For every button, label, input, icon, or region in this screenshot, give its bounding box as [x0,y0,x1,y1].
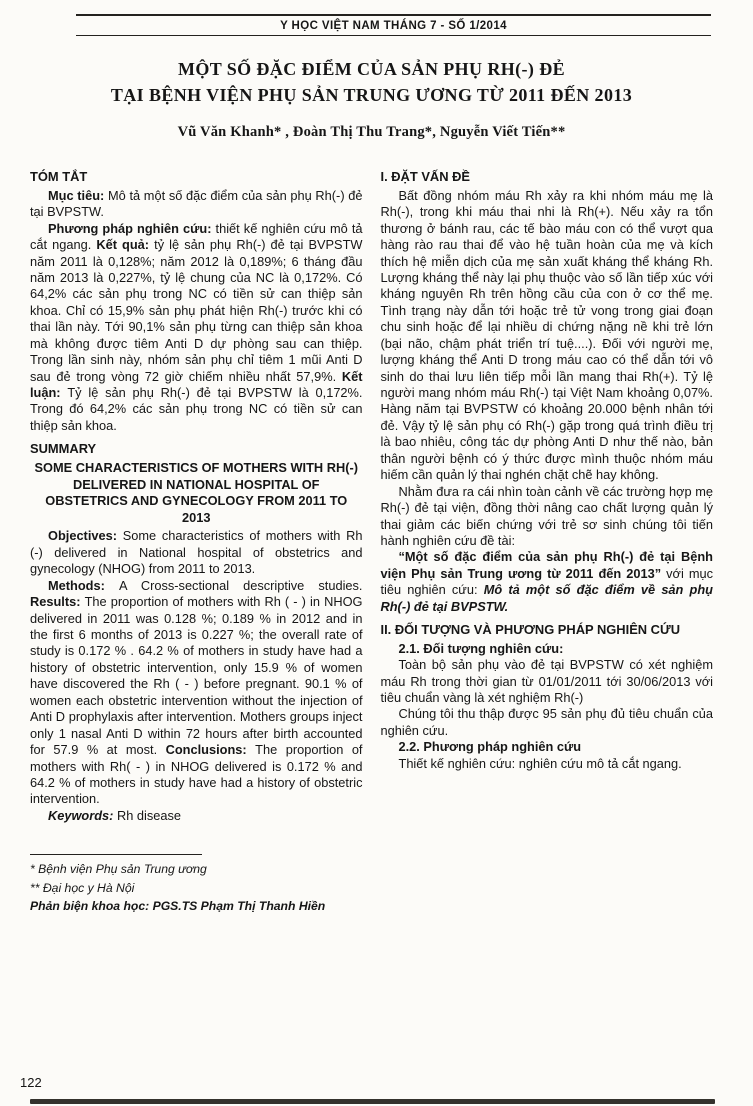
intro-paragraph [381,484,714,550]
authors-line: Vũ Văn Khanh* , Đoàn Thị Thu Trang*, Nguyễn Viết Tiến** [177,124,566,141]
text-run: tỷ lệ sản phụ Rh(-) đẻ tại BVPSTW năm 2011 là 0,128%; năm 2012 là 0,189%; 6 tháng đầu năm 2013 là 0,227%, tỷ lệ chung của NC là 0,172%. Có 64,2% các sản phụ trong NC có tiền sử can thiệp sản khoa. Chỉ có 15,9% sản phụ phát hiện Rh(-) trước khi có thai lần này. Tới 90,1% sản phụ từng can thiệp sản khoa mà không được tiêm Anti D dự phòng sau can thiệp. Trong lần sinh này, nhóm sản phụ chỉ tiêm 1 mũi Anti D sau đẻ trong vòng 72 giờ chiếm nhiều nhất 57,9%. [30,237,363,384]
article-title [30,56,713,108]
page-number: 122 [20,1075,42,1090]
footnote-affiliation-1 [30,860,363,878]
right-column [381,167,714,915]
text-run: Rh disease [116,807,182,823]
scientific-reviewer-line [30,897,363,915]
intro-paragraph [381,188,714,484]
footnotes [30,854,363,915]
text-run: Mô tả một số đặc điểm về sản phụ Rh(-) đẻ tại BVPSTW. [380,582,713,614]
text-run: Phương pháp nghiên cứu: [48,220,216,236]
text-run: 2.1. Đối tượng nghiên cứu: [398,640,564,656]
two-column-body [30,167,713,915]
intro-study-title-paragraph [381,549,714,615]
abstract-vi-paragraph [30,188,363,221]
abstract-vi-paragraph [30,221,363,435]
footnote-affiliation-2 [30,879,363,897]
left-column [30,167,363,915]
text-run: Mục tiêu: [48,187,108,203]
text-run: 2.2. Phương pháp nghiên cứu [398,739,582,755]
text-run: Methods: [48,577,119,593]
summary-title: SOME CHARACTERISTICS OF MOTHERS WITH RH(-) DELIVERED IN NATIONAL HOSPITAL OF OBSTETRICS AND GYNECOLOGY FROM 2011 TO 2013 [34,459,358,525]
summary-paragraph [30,578,363,808]
text-run: ** Đại học y Hà Nội [30,880,135,895]
text-run: The proportion of mothers with Rh( - ) in NHOG delivered is 0.172 % and 64.2 % of mothers in study have had a history of obstetric intervention. [30,742,363,807]
text-run: “Một số đặc điểm của sản phụ Rh(-) đẻ tại Bệnh viện Phụ sản Trung ương từ 2011 đến 2013” [380,549,713,581]
text-run: với mục tiêu nghiên cứu: [380,565,714,598]
text-run: Thiết kế nghiên cứu: nghiên cứu mô tả cắt ngang. [398,755,682,771]
text-run: Chúng tôi thu thập được 95 sản phụ đủ tiêu chuẩn của nghiên cứu. [380,706,713,738]
abstract-vi-heading: TÓM TẮT [30,169,88,185]
journal-name: Y HỌC VIỆT NAM THÁNG 7 - SỐ 1/2014 [280,20,507,32]
text-run: A Cross-sectional descriptive studies. [118,577,363,593]
text-run: Conclusions: [165,742,256,758]
methods-paragraph [381,706,714,739]
keywords-line [30,808,363,824]
methods-subsection-heading [381,641,714,657]
summary-paragraph [30,528,363,577]
text-run: Toàn bộ sản phụ vào đẻ tại BVPSTW có xét nghiệm máu Rh trong thời gian từ 01/01/2011 tới 30/06/2013 với tiêu chuẩn vàng là xét nghiệm Rh(-) [380,657,713,706]
text-run: Kết luận: [30,368,363,401]
page-bottom-rule [30,1099,715,1104]
methods-section-heading: II. ĐỐI TƯỢNG VÀ PHƯƠNG PHÁP NGHIÊN CỨU [380,622,680,638]
summary-heading: SUMMARY [30,441,97,457]
text-run: Bất đồng nhóm máu Rh xảy ra khi nhóm máu mẹ là Rh(-), trong khi máu thai nhi là Rh(+). Nếu xảy ra tổn thương ở bánh rau, các tế bào máu con có thể vượt qua hàng rào rau thai để vào hệ tuần hoàn của mẹ và kích thích hệ miễn dịch của mẹ sản xuất kháng thể kháng Rh. Lượng kháng thể này lại phụ thuộc vào số lần tiếp xúc với kháng nguyên Rh trên hồng cầu của con ở cơ thể mẹ. Tình trạng này dẫn tới hoặc trẻ tử vong trong giai đoạn chu sinh hoặc để lại nhiều di chứng nặng nề khi trẻ lớn (bại não, chậm phát triển trí tuệ....). Đối với người mẹ, lượng kháng thể Anti D trong máu cao có thể dẫn tới vô sinh do thai lưu liên tiếp mỗi lần mang thai Rh(+). Tỷ lệ người mang nhóm máu Rh(-) tại Việt Nam khoảng 0,07%. Hàng năm tại BVPSTW có khoảng 20.000 bệnh nhân tới đẻ. Vậy tỷ lệ sản phụ có Rh(-) gặp trong quá trình điều trị là bao nhiêu, công tác dự phòng Anti D như thế nào, bản thân người bệnh có ý thức được mình thuộc nhóm máu hiếm cần quản lý thai nghén chặt chẽ hay không. [380,187,713,483]
text-run: Tỷ lệ sản phụ Rh(-) đẻ tại BVPSTW là 0,172%. Trong đó 64,2% các sản phụ trong NC có tiền sử can thiệp sản khoa. [30,385,363,433]
intro-section-heading: I. ĐẶT VẤN ĐỀ [380,169,471,185]
text-run: thiết kế nghiên cứu mô tả cắt ngang. [30,220,363,253]
text-run: The proportion of mothers with Rh ( - ) in NHOG delivered in 2011 was 0.128 %; 0.189 % in 2012 and in the first 6 months of 2013 is 0.227 %; the overall rate of study is 0.172 % . 64.2 % of mothers in study have had a history of obstetric intervention, only 15.9 % of women have discovered the Rh ( - ) before pregnant. 90.1 % of women each obstetric intervention without the injection of Anti D prophylaxis after intervention. Mothers groups inject only 1 nasal Anti D within 72 hours after birth accounted for 57.9 % at most. [30,594,363,758]
text-run: Phản biện khoa học: PGS.TS Phạm Thị Thanh Hiền [30,898,326,913]
article-title-line1: MỘT SỐ ĐẶC ĐIỂM CỦA SẢN PHỤ RH(-) ĐẺ [177,59,566,79]
text-run: Some characteristics of mothers with Rh (-) delivered in National hospital of obstetrics and gynecology (NHOG) from 2011 to 2013. [30,528,363,577]
text-run: * Bệnh viện Phụ sản Trung ương [30,862,207,877]
text-run: Objectives: [48,528,123,544]
text-run: Mô tả một số đặc điểm của sản phụ Rh(-) đẻ tại BVPSTW. [30,187,363,220]
text-run: Nhằm đưa ra cái nhìn toàn cảnh về các trường hợp mẹ Rh(-) đẻ tại viện, đồng thời nâng cao chất lượng quản lý thai giảm các biến chứng với trẻ sơ sinh chúng tôi tiến hành nghiên cứu đề tài: [380,483,713,548]
methods-paragraph [381,657,714,706]
text-run: Kết quả: [96,237,155,253]
article-title-line2: TẠI BỆNH VIỆN PHỤ SẢN TRUNG ƯƠNG TỪ 2011 ĐẾN 2013 [110,85,633,106]
methods-paragraph [381,756,714,772]
header-rule-bottom [76,35,711,36]
methods-subsection-heading [381,739,714,755]
footnote-rule [30,854,202,855]
text-run: Results: [30,594,85,610]
journal-header [76,14,711,36]
text-run: Keywords: [48,807,117,823]
